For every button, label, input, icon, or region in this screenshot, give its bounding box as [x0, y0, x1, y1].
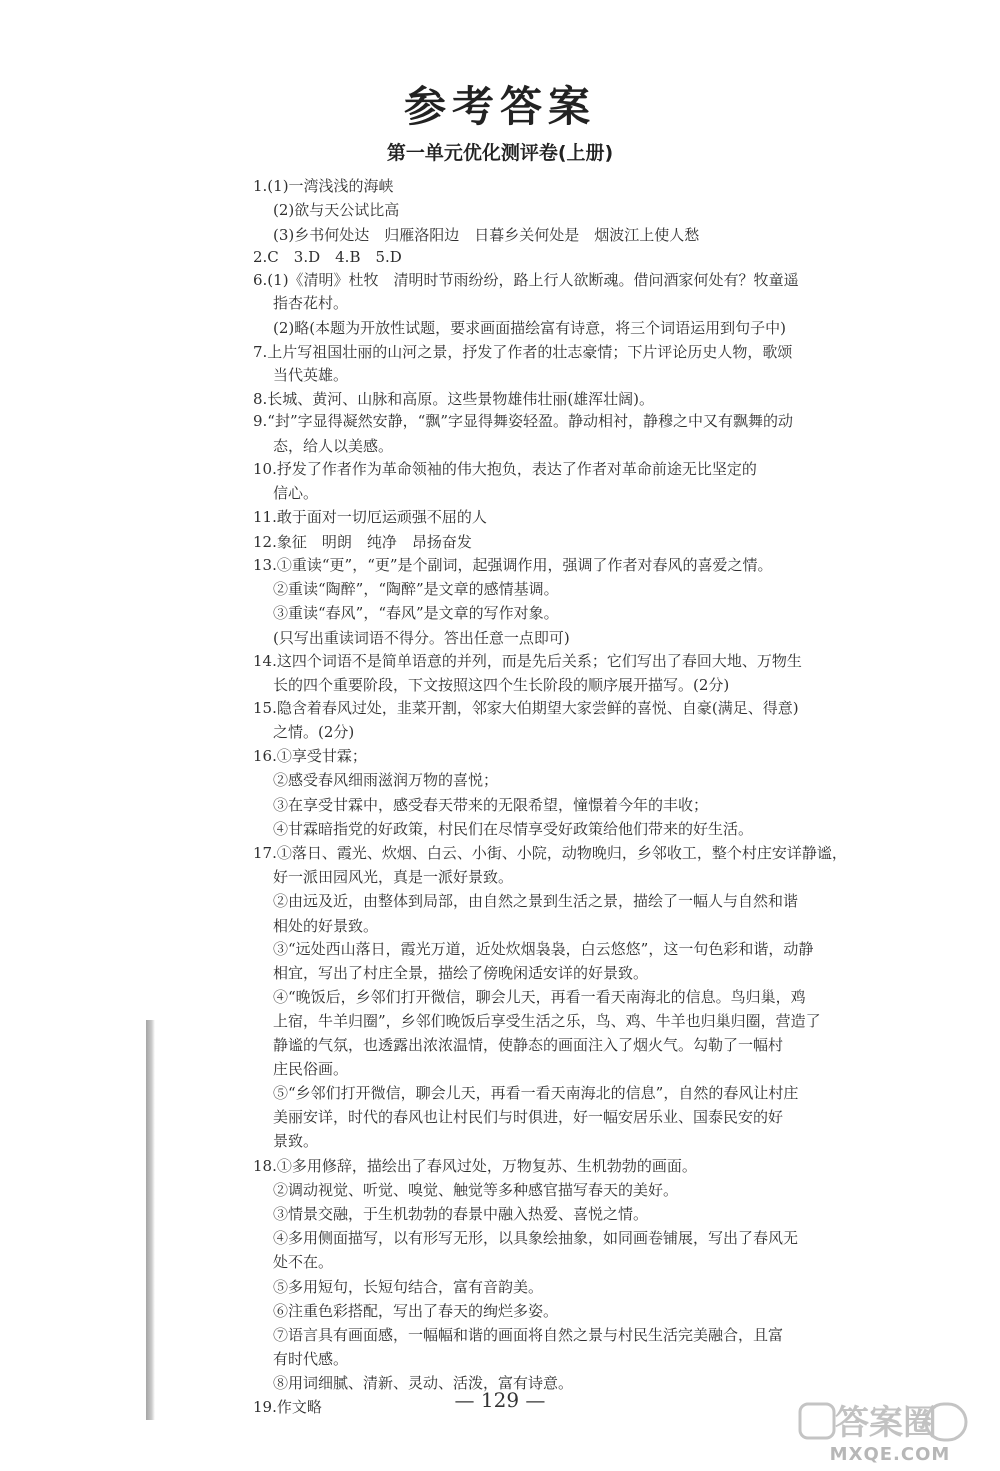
- section-title: 第一单元优化测评卷(上册): [386, 142, 614, 164]
- answer-line: 19.作文略: [253, 1398, 322, 1416]
- answer-line: 当代英雄。: [273, 366, 349, 384]
- watermark-logo: [798, 1400, 978, 1444]
- answer-line: ③在享受甘霖中，感受春天带来的无限希望，憧憬着今年的丰收；: [273, 796, 709, 814]
- answer-line: 18.①多用修辞，描绘出了春风过处，万物复苏、生机勃勃的画面。: [253, 1157, 697, 1175]
- answer-line: (3)乡书何处达 归雁洛阳边 日暮乡关何处是 烟波江上使人愁: [273, 226, 700, 244]
- answer-line: ⑦语言具有画面感，一幅幅和谐的画面将自然之景与村民生活完美融合，且富: [273, 1326, 784, 1344]
- answer-line: 之情。(2分): [273, 723, 355, 741]
- answer-line: ⑤多用短句，长短句结合，富有音韵美。: [273, 1278, 544, 1296]
- answer-line: 相处的好景致。: [273, 917, 379, 935]
- answer-line: ④多用侧面描写，以有形写无形，以具象绘抽象，如同画卷铺展，写出了春风无: [273, 1229, 799, 1247]
- answer-line: ⑥注重色彩搭配，写出了春天的绚烂多姿。: [273, 1302, 559, 1320]
- answer-line: (2)略(本题为开放性试题，要求画面描绘富有诗意，将三个词语运用到句子中): [273, 319, 786, 337]
- answer-line: ③情景交融，于生机勃勃的春景中融入热爱、喜悦之情。: [273, 1205, 649, 1223]
- answer-line: 8.长城、黄河、山脉和高原。这些景物雄伟壮丽(雄浑壮阔)。: [253, 390, 655, 408]
- answer-line: 2.C 3.D 4.B 5.D: [253, 248, 402, 266]
- answer-line: 指杏花村。: [273, 294, 349, 312]
- answer-line: 上宿，牛羊归圈”，乡邻们晚饭后享受生活之乐，鸟、鸡、牛羊也归巢归圈，营造了: [273, 1012, 821, 1030]
- answer-line: ⑧用词细腻、清新、灵动、活泼，富有诗意。: [273, 1374, 574, 1392]
- answer-line: 10.抒发了作者作为革命领袖的伟大抱负，表达了作者对革命前途无比坚定的: [253, 460, 757, 478]
- answer-line: ②由远及近，由整体到局部，由自然之景到生活之景，描绘了一幅人与自然和谐: [273, 892, 799, 910]
- answer-line: ③“远处西山落日，霞光万道，近处炊烟袅袅，白云悠悠”，这一句色彩和谐，动静: [273, 940, 814, 958]
- answer-line: 静谧的气氛，也透露出浓浓温情，使静态的画面注入了烟火气。勾勒了一幅村: [273, 1036, 784, 1054]
- answer-line: 信心。: [273, 484, 319, 502]
- answer-line: 17.①落日、霞光、炊烟、白云、小街、小院，动物晚归，乡邻收工，整个村庄安详静谧，: [253, 844, 847, 862]
- answer-line: 处不在。: [273, 1253, 334, 1271]
- answer-line: ④甘霖暗指党的好政策，村民们在尽情享受好政策给他们带来的好生活。: [273, 820, 754, 838]
- answer-line: 长的四个重要阶段，下文按照这四个生长阶段的顺序展开描写。(2分): [273, 676, 730, 694]
- answer-line: ②感受春风细雨滋润万物的喜悦；: [273, 771, 499, 789]
- page-binding-shadow: [146, 1020, 155, 1420]
- answer-line: 好一派田园风光，真是一派好景致。: [273, 868, 514, 886]
- answer-line: 1.(1)一湾浅浅的海峡: [253, 177, 394, 195]
- answer-line: (只写出重读词语不得分。答出任意一点即可): [273, 629, 570, 647]
- answer-line: ④“晚饭后，乡邻们打开微信，聊会儿天，再看一看天南海北的信息。鸟归巢，鸡: [273, 988, 806, 1006]
- answer-line: 13.①重读“更”，“更”是个副词，起强调作用，强调了作者对春风的喜爱之情。: [253, 556, 773, 574]
- answer-line: 16.①享受甘霖；: [253, 747, 367, 765]
- answer-line: 相宜，写出了村庄全景，描绘了傍晚闲适安详的好景致。: [273, 964, 649, 982]
- answer-line: (2)欲与天公试比高: [273, 201, 400, 219]
- answer-line: ⑤“乡邻们打开微信，聊会儿天，再看一看天南海北的信息”，自然的春风让村庄: [273, 1084, 799, 1102]
- page-number: — 129 —: [454, 1388, 546, 1412]
- answer-line: 6.(1)《清明》杜牧 清明时节雨纷纷，路上行人欲断魂。借问酒家何处有？牧童遥: [253, 271, 799, 289]
- answer-line: 15.隐含着春风过处，韭菜开割，邻家大伯期望大家尝鲜的喜悦、自豪(满足、得意): [253, 699, 799, 717]
- svg-text:答案圈: 答案圈: [835, 1403, 937, 1443]
- answer-line: 11.敢于面对一切厄运顽强不屈的人: [253, 508, 487, 526]
- answer-line: 9.“封”字显得凝然安静，“飘”字显得舞姿轻盈。静动相衬，静穆之中又有飘舞的动: [253, 412, 793, 430]
- answer-line: 有时代感。: [273, 1350, 349, 1368]
- answer-line: ②调动视觉、听觉、嗅觉、触觉等多种感官描写春天的美好。: [273, 1181, 679, 1199]
- answer-line: 景致。: [273, 1132, 319, 1150]
- page-title: 参考答案: [403, 82, 596, 131]
- answer-line: 14.这四个词语不是简单语意的并列，而是先后关系；它们写出了春回大地、万物生: [253, 652, 802, 670]
- answer-line: 态，给人以美感。: [273, 437, 394, 455]
- watermark-url: MXQE.COM: [829, 1444, 951, 1465]
- answer-line: ②重读“陶醉”，“陶醉”是文章的感情基调。: [273, 580, 559, 598]
- answer-line: 12.象征 明朗 纯净 昂扬奋发: [253, 533, 472, 551]
- answer-line: 7.上片写祖国壮丽的山河之景，抒发了作者的壮志豪情；下片评论历史人物，歌颂: [253, 343, 793, 361]
- answer-line: ③重读“春风”，“春风”是文章的写作对象。: [273, 604, 559, 622]
- watermark: [790, 1400, 1000, 1471]
- answer-line: 美丽安详，时代的春风也让村民们与时俱进，好一幅安居乐业、国泰民安的好: [273, 1108, 784, 1126]
- answer-line: 庄民俗画。: [273, 1060, 349, 1078]
